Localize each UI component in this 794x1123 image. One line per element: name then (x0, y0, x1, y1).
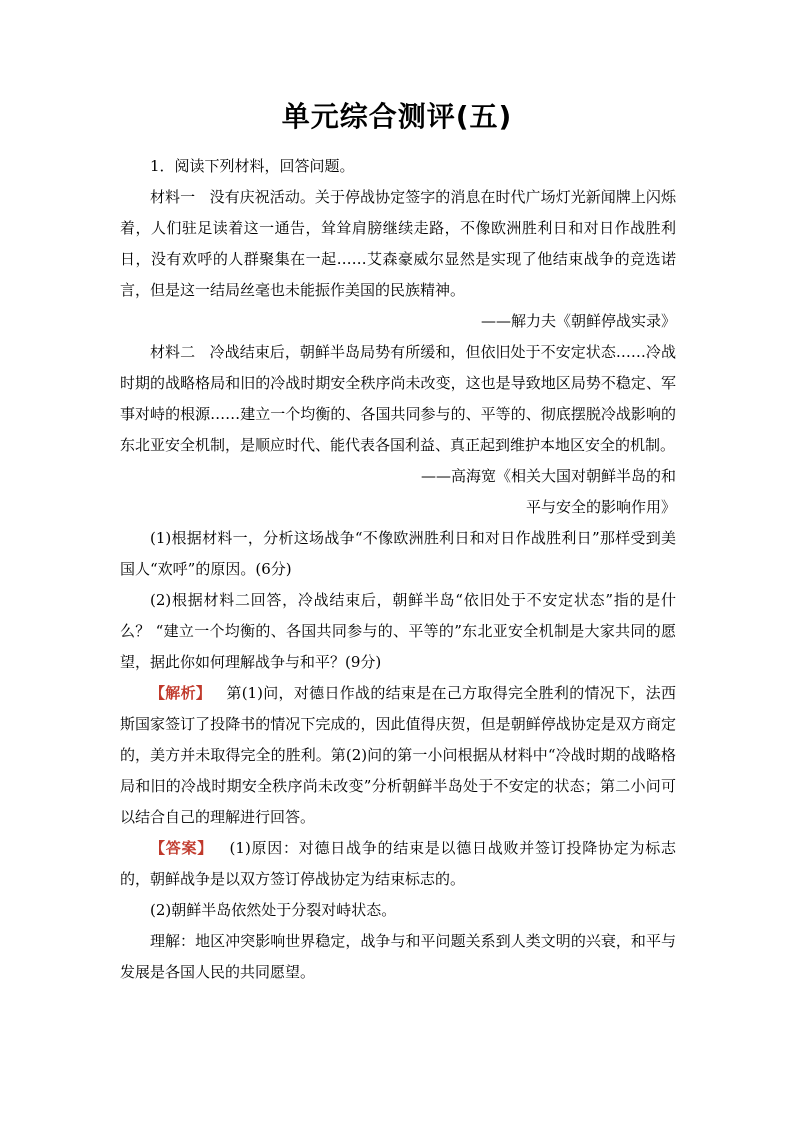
material-one-text: 没有庆祝活动。关于停战协定签字的消息在时代广场灯光新闻牌上闪烁着，人们驻足读着这一通告，耸耸肩膀继续走路，不像欧洲胜利日和对日作战胜利日，没有欢呼的人群聚集在一起……艾森豪威尔显然是实现了他结束战争的竞选诺言，但是这一结局丝毫也未能振作美国的民族精神。 (120, 188, 676, 299)
analysis-text: 第(1)问，对德日作战的结束是在己方取得完全胜利的情况下，法西斯国家签订了投降书的情况下完成的，因此值得庆贺，但是朝鲜停战协定是双方商定的，美方并未取得完全的胜利。第(2)问的第一小问根据从材料中“冷战时期的战略格局和旧的冷战时期安全秩序尚未改变”分析朝鲜半岛处于不安定的状态；第二小问可以结合自己的理解进行回答。 (120, 684, 676, 826)
analysis (120, 678, 676, 833)
material-two-label: 材料二 (150, 343, 196, 361)
analysis-tag: 【解析】 (150, 684, 212, 702)
answer (120, 833, 676, 895)
material-one (120, 182, 676, 306)
document-content (120, 151, 676, 988)
sub-question-1: (1)根据材料一，分析这场战争“不像欧洲胜利日和对日作战胜利日”那样受到美国人“欢呼”的原因。(6分) (120, 529, 676, 578)
answer-tag: 【答案】 (150, 839, 213, 857)
material-two-source-line2: 平与安全的影响作用》 (525, 498, 676, 516)
material-two (120, 337, 676, 461)
material-two-text: 冷战结束后，朝鲜半岛局势有所缓和，但依旧处于不安定状态……冷战时期的战略格局和旧的冷战时期安全秩序尚未改变，这也是导致地区局势不稳定、军事对峙的根源……建立一个均衡的、各国共同参与的、平等的、彻底摆脱冷战影响的东北亚安全机制，是顺应时代、能代表各国利益、真正起到维护本地区安全的机制。 (120, 343, 676, 454)
page-title: 单元综合测评(五) (281, 100, 513, 133)
material-one-source: ——解力夫《朝鲜停战实录》 (480, 312, 676, 330)
answer-line2: (2)朝鲜半岛依然处于分裂对峙状态。 (150, 901, 397, 919)
material-one-label: 材料一 (150, 188, 196, 206)
material-two-source-line1: ——高海宽《相关大国对朝鲜半岛的和 (420, 467, 676, 485)
sub-question-2: (2)根据材料二回答，冷战结束后，朝鲜半岛“依旧处于不安定状态”指的是什么？ “建立一个均衡的、各国共同参与的、平等的”东北亚安全机制是大家共同的愿望，据此你如何理解战争与和平？(9分) (120, 591, 676, 671)
answer-line1: (1)原因：对德日战争的结束是以德日战败并签订投降协定为标志的，朝鲜战争是以双方签订停战协定为结束标志的。 (120, 839, 676, 888)
question-intro: 1．阅读下列材料，回答问题。 (150, 157, 355, 175)
answer-line3: 理解：地区冲突影响世界稳定，战争与和平问题关系到人类文明的兴衰，和平与发展是各国人民的共同愿望。 (120, 932, 676, 981)
